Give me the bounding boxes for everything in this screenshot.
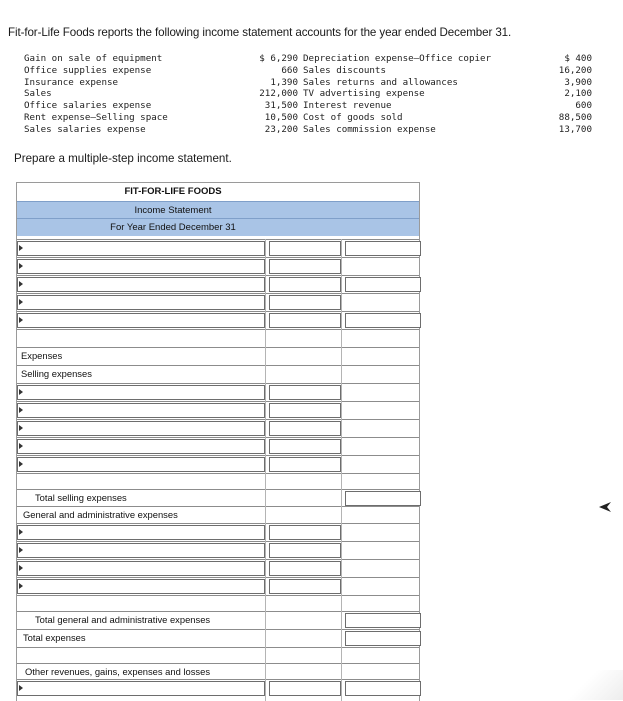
account-name: TV advertising expense [303,88,425,100]
account-input-cell[interactable] [17,561,265,576]
total-input-cell[interactable] [345,491,421,506]
column-divider [265,239,266,701]
row-divider [17,679,419,680]
account-amount: 2,100 [564,88,592,100]
row-divider [17,523,419,524]
row-pointer-icon [19,281,23,287]
row-divider [17,541,419,542]
account-name: Cost of goods sold [303,111,403,123]
account-amount: 16,200 [558,64,592,76]
total-input-cell[interactable] [345,313,421,328]
amount-input-cell[interactable] [269,403,341,418]
row-divider [17,419,419,420]
row-divider [17,383,419,384]
account-name: Sales commission expense [303,123,436,135]
account-input-cell[interactable] [17,277,265,292]
statement-header [17,183,419,236]
account-amount: 31,500 [264,100,298,112]
amount-input-cell[interactable] [269,681,341,696]
account-name: Insurance expense [24,76,119,88]
row-divider [17,401,419,402]
row-divider [17,611,419,612]
amount-input-cell[interactable] [269,457,341,472]
statement-period: For Year Ended December 31 [17,218,419,236]
row-divider [17,329,419,330]
row-pointer-icon [19,263,23,269]
account-amount: $ 6,290 [259,53,298,64]
account-amount: 660 [281,64,298,76]
row-label-total-gen-admin: Total general and administrative expenses [35,614,211,625]
account-name: Sales returns and allowances [303,76,458,88]
total-input-cell[interactable] [345,631,421,646]
row-label-selling-expenses: Selling expenses [21,368,92,379]
amount-input-cell[interactable] [269,439,341,454]
row-label-other: Other revenues, gains, expenses and losses [25,666,211,677]
row-divider [17,239,419,240]
row-divider [17,437,419,438]
account-name: Sales [24,88,52,100]
row-label-total-expenses: Total expenses [23,632,86,643]
row-pointer-icon [19,583,23,589]
amount-input-cell[interactable] [269,277,341,292]
row-pointer-icon [19,461,23,467]
row-divider [17,559,419,560]
row-divider [17,347,419,348]
amount-input-cell[interactable] [269,295,341,310]
amount-input-cell[interactable] [269,241,341,256]
account-input-cell[interactable] [17,681,265,696]
row-divider [17,647,419,648]
row-pointer-icon [19,425,23,431]
amount-input-cell[interactable] [269,561,341,576]
amount-input-cell[interactable] [269,421,341,436]
row-label-expenses: Expenses [21,350,63,361]
total-input-cell[interactable] [345,613,421,628]
row-pointer-icon [19,299,23,305]
account-input-cell[interactable] [17,579,265,594]
row-divider [17,257,419,258]
account-name: Office supplies expense [24,64,152,76]
account-name: Sales salaries expense [24,123,146,135]
total-input-cell[interactable] [345,277,421,292]
row-divider [17,293,419,294]
account-name: Interest revenue [303,100,392,112]
amount-input-cell[interactable] [269,543,341,558]
row-label-total-selling: Total selling expenses [35,492,127,503]
row-pointer-icon [19,547,23,553]
row-divider [17,365,419,366]
row-divider [17,489,419,490]
row-pointer-icon [19,317,23,323]
account-amount: 600 [575,100,592,112]
total-input-cell[interactable] [345,241,421,256]
row-divider [17,595,419,596]
row-pointer-icon [19,407,23,413]
account-input-cell[interactable] [17,457,265,472]
row-pointer-icon [19,443,23,449]
row-pointer-icon [19,529,23,535]
amount-input-cell[interactable] [269,385,341,400]
account-amount: 212,000 [259,88,298,100]
account-amount: 88,500 [558,111,592,123]
account-name: Rent expense—Selling space [24,111,168,123]
row-divider [17,275,419,276]
row-divider [17,473,419,474]
total-input-cell[interactable] [345,681,421,696]
account-amount: 1,390 [270,76,298,88]
amount-input-cell[interactable] [269,259,341,274]
account-name: Sales discounts [303,64,386,76]
row-divider [17,506,419,507]
account-input-cell[interactable] [17,543,265,558]
account-input-cell[interactable] [17,259,265,274]
account-amount: 3,900 [564,76,592,88]
row-divider [17,629,419,630]
account-name: Office salaries expense [24,100,152,112]
row-divider [17,455,419,456]
account-amount: 23,200 [264,123,298,135]
row-divider [17,663,419,664]
account-input-cell[interactable] [17,421,265,436]
company-name: FIT-FOR-LIFE FOODS [17,183,419,201]
page-shadow [560,670,623,700]
row-pointer-icon [19,685,23,691]
mouse-pointer-icon [599,502,611,512]
statement-title: Income Statement [17,201,419,219]
account-input-cell[interactable] [17,313,265,328]
account-input-cell[interactable] [17,295,265,310]
account-name: Gain on sale of equipment [24,53,163,64]
column-divider [341,239,342,701]
row-pointer-icon [19,245,23,251]
row-divider [17,311,419,312]
row-pointer-icon [19,389,23,395]
problem-intro: Fit-for-Life Foods reports the following income statement accounts for the year ended December 31. [8,26,512,39]
row-divider [17,577,419,578]
income-statement-worksheet [16,182,420,701]
account-amount: $ 400 [564,53,592,64]
amount-input-cell[interactable] [269,313,341,328]
account-input-cell[interactable] [17,439,265,454]
row-pointer-icon [19,565,23,571]
account-input-cell[interactable] [17,403,265,418]
row-label-gen-admin: General and administrative expenses [23,509,178,520]
account-input-cell[interactable] [17,525,265,540]
problem-prompt: Prepare a multiple-step income statement. [14,152,232,165]
account-amount: 13,700 [558,123,592,135]
account-amount: 10,500 [264,111,298,123]
account-name: Depreciation expense—Office copier [303,53,492,64]
amount-input-cell[interactable] [269,525,341,540]
account-input-cell[interactable] [17,385,265,400]
amount-input-cell[interactable] [269,579,341,594]
account-input-cell[interactable] [17,241,265,256]
